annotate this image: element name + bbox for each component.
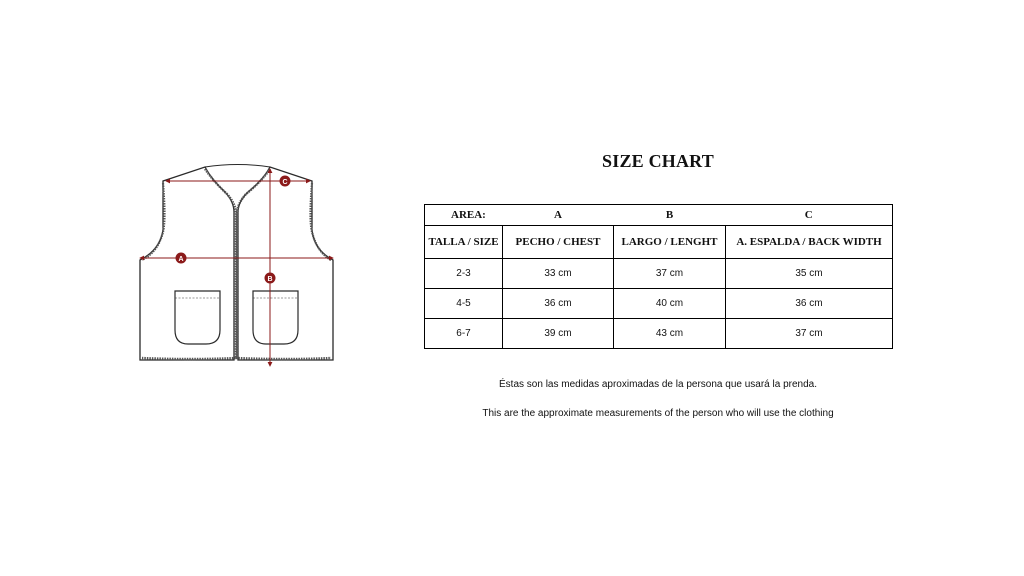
page-title: SIZE CHART [602, 151, 714, 171]
cell-length: 43 cm [614, 319, 726, 349]
marker-c-label: C [282, 179, 288, 186]
size-table [424, 204, 893, 349]
note-spanish: Éstas son las medidas aproximadas de la persona que usará la prenda. [499, 379, 817, 390]
area-row [425, 205, 893, 226]
cell-size: 6-7 [425, 319, 503, 349]
marker-b-label: B [267, 276, 273, 283]
area-letter-c: C [726, 205, 893, 226]
area-label: AREA: [425, 205, 503, 226]
cell-back-width: 36 cm [726, 289, 893, 319]
cell-size: 2-3 [425, 259, 503, 289]
area-letter-a: A [503, 205, 614, 226]
vest-pocket-left [175, 291, 220, 344]
cell-chest: 36 cm [503, 289, 614, 319]
cell-length: 37 cm [614, 259, 726, 289]
cell-size: 4-5 [425, 289, 503, 319]
header-length: LARGO / LENGHT [614, 226, 726, 259]
marker-c [280, 176, 291, 187]
table-row [425, 319, 893, 349]
table-row [425, 289, 893, 319]
vest-back-neck [205, 165, 270, 168]
cell-chest: 33 cm [503, 259, 614, 289]
header-row [425, 226, 893, 259]
header-size: TALLA / SIZE [425, 226, 503, 259]
marker-a-label: A [178, 256, 184, 263]
header-back-width: A. ESPALDA / BACK WIDTH [726, 226, 893, 259]
cell-back-width: 37 cm [726, 319, 893, 349]
cell-length: 40 cm [614, 289, 726, 319]
cell-back-width: 35 cm [726, 259, 893, 289]
marker-a [176, 253, 187, 264]
area-letter-b: B [614, 205, 726, 226]
vest-pocket-right [253, 291, 298, 344]
table-row [425, 259, 893, 289]
cell-chest: 39 cm [503, 319, 614, 349]
marker-b [265, 273, 276, 284]
vest-diagram [130, 160, 340, 370]
header-chest: PECHO / CHEST [503, 226, 614, 259]
note-english: This are the approximate measurements of the person who will use the clothing [482, 408, 834, 419]
